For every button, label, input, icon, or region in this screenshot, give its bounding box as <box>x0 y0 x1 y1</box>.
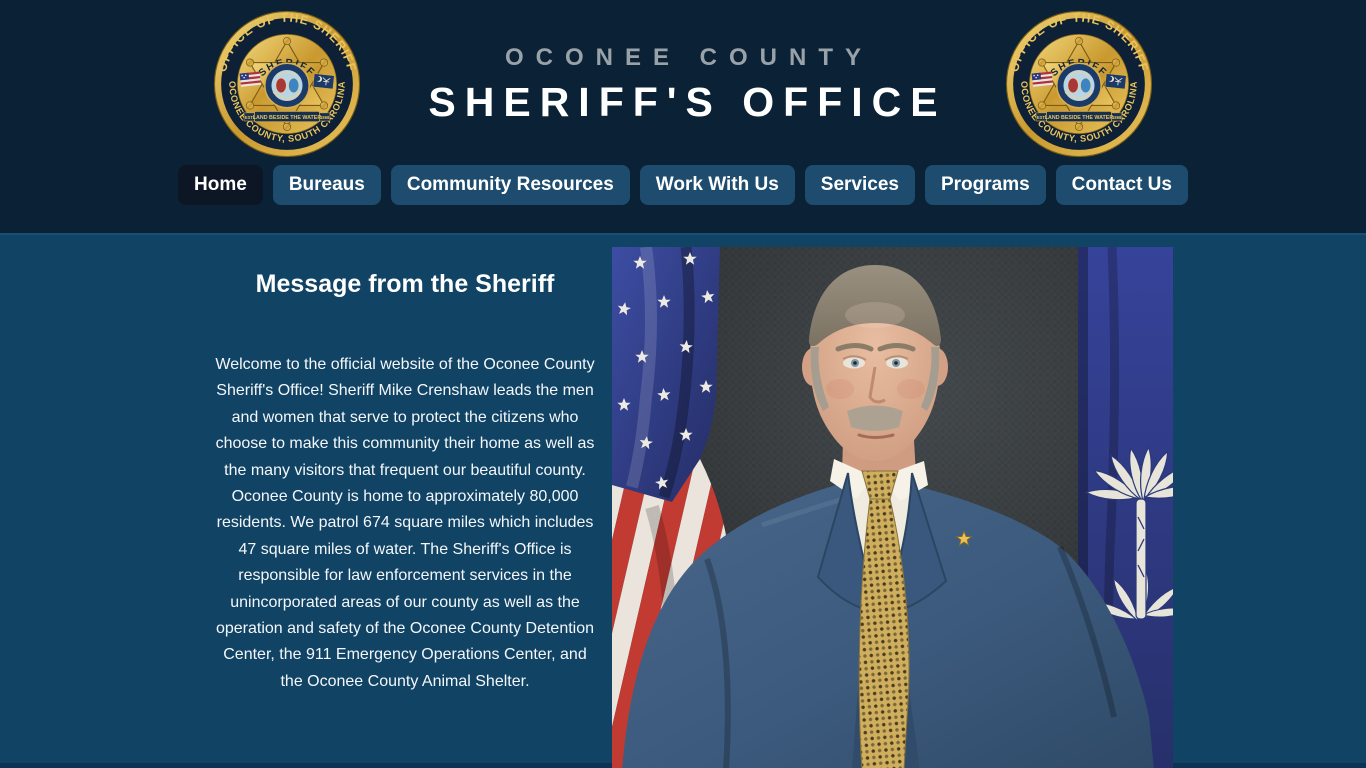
site-title-block <box>419 44 946 126</box>
sheriff-badge-right-icon <box>1005 10 1153 158</box>
nav-item-services[interactable]: Services <box>805 165 915 205</box>
page-title: Message from the Sheriff <box>255 270 555 298</box>
header-branding <box>0 0 1366 160</box>
sheriff-badge-left-icon <box>213 10 361 158</box>
site-subtitle: OCONEE COUNTY <box>504 44 873 71</box>
nav-item-bureaus[interactable]: Bureaus <box>273 165 381 205</box>
site-header <box>0 0 1366 233</box>
sheriff-portrait-photo <box>612 247 1173 768</box>
sheriff-message-section <box>210 270 600 695</box>
main-nav <box>0 165 1366 205</box>
nav-item-contact-us[interactable]: Contact Us <box>1056 165 1188 205</box>
sheriff-message-text: Welcome to the official website of the Oconee County Sheriff's Office! Sheriff Mike Crenshaw leads the men and women that serve to protect the citizens who choose to make this community their home as well as the many visitors that frequent our beautiful county. Oconee County is home to approximately 80,000 residents. We patrol 674 square miles which includes 47 square miles of water. The Sheriff's Office is responsible for law enforcement services in the unincorporated areas of our county as well as the operation and safety of the Oconee County Detention Center, the 911 Emergency Operations Center, and the Oconee County Animal Shelter. <box>215 356 595 690</box>
nav-item-home[interactable]: Home <box>178 165 263 205</box>
nav-item-programs[interactable]: Programs <box>925 165 1046 205</box>
nav-item-community-resources[interactable]: Community Resources <box>391 165 630 205</box>
nav-item-work-with-us[interactable]: Work With Us <box>640 165 795 205</box>
main-content <box>0 233 1366 768</box>
site-title: SHERIFF'S OFFICE <box>428 79 947 125</box>
